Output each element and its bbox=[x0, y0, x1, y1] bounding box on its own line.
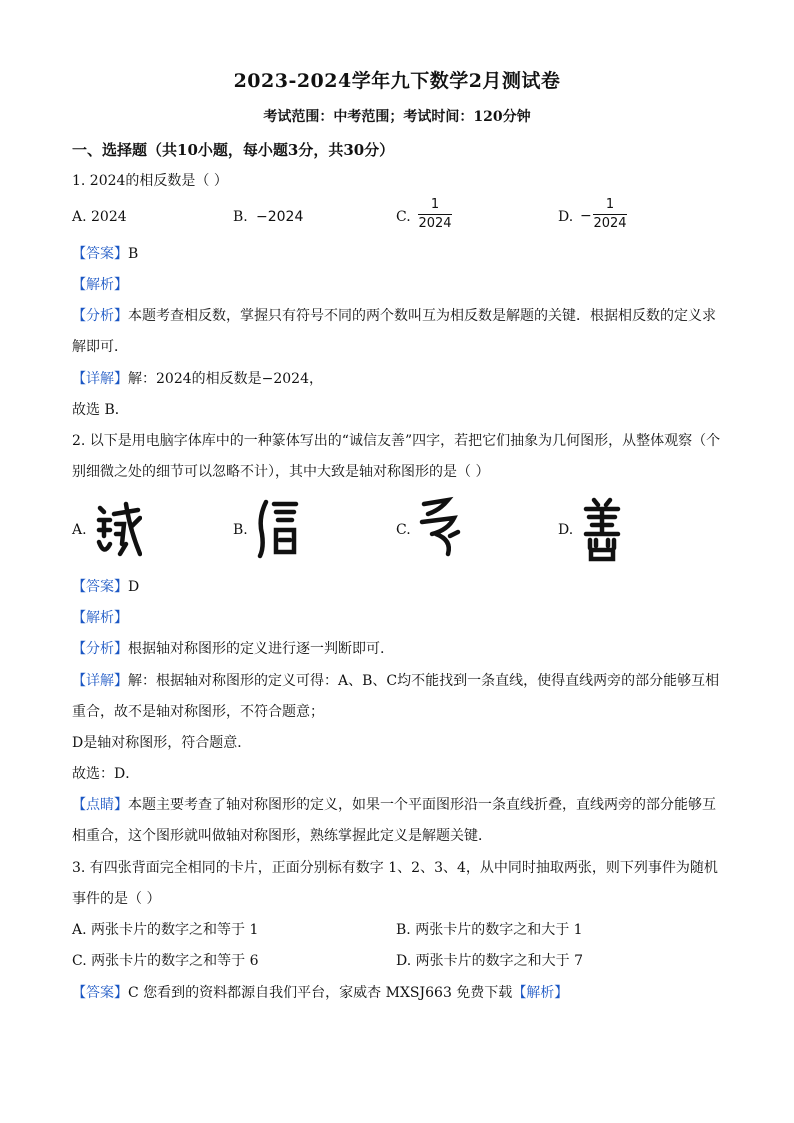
q2-dianjing-cont: 相重合，这个图形就叫做轴对称图形，熟练掌握此定义是解题关键． bbox=[72, 828, 492, 844]
fenxi-text: 本题考查相反数，掌握只有符号不同的两个数叫互为相反数是解题的关键．根据相反数的定义求 bbox=[128, 308, 716, 324]
fraction-bar bbox=[418, 214, 452, 215]
q2-xiangjie-cont1: 重合，故不是轴对称图形，不符合题意； bbox=[72, 704, 324, 720]
stroke bbox=[424, 500, 448, 514]
fenxi-tag: 【分析】 bbox=[72, 308, 128, 324]
q2-option-d-letter: D. bbox=[558, 522, 574, 538]
watermark-text: 您看到的资料都源自我们平台，家威杏 MXSJ663 免费下载 bbox=[143, 985, 513, 1001]
seal-shan-icon bbox=[582, 496, 622, 562]
q2-fenxi bbox=[72, 641, 384, 658]
stroke bbox=[99, 542, 110, 550]
stroke bbox=[450, 532, 458, 536]
q1-fenxi bbox=[72, 308, 716, 325]
q1-stem: 1. 2024的相反数是（ ） bbox=[72, 173, 228, 189]
q2-dianjing bbox=[72, 797, 716, 814]
stroke bbox=[99, 520, 110, 536]
q3-option-a: A. 两张卡片的数字之和等于 1 bbox=[72, 922, 259, 938]
fenxi-tag: 【分析】 bbox=[72, 641, 128, 657]
q3-option-c: C. 两张卡片的数字之和等于 6 bbox=[72, 953, 259, 969]
stroke bbox=[260, 502, 266, 556]
q3-option-d: D. 两张卡片的数字之和大于 7 bbox=[396, 953, 583, 969]
q1-fenxi-cont: 解即可． bbox=[72, 339, 128, 355]
xiangjie-text: 解：2024的相反数是−2024， bbox=[128, 371, 323, 387]
q1-xiangjie bbox=[72, 371, 323, 388]
q1-analysis-tag: 【解析】 bbox=[72, 277, 128, 293]
seal-xin-icon bbox=[256, 498, 302, 560]
q2-stem-line1: 2. 以下是用电脑字体库中的一种篆体写出的“诚信友善”四字，若把它们抽象为几何图形，从整体观察（个 bbox=[72, 433, 721, 449]
q1-option-d-minus: − bbox=[580, 208, 592, 224]
q1-option-c-letter: C. bbox=[396, 209, 411, 225]
exam-scope: 考试范围：中考范围；考试时间：120分钟 bbox=[263, 109, 531, 125]
q1-option-d-letter: D. bbox=[558, 209, 574, 225]
q2-option-a-letter: A. bbox=[72, 522, 87, 538]
q1-option-a: A. 2024 bbox=[72, 209, 127, 225]
xiangjie-text: 解：根据轴对称图形的定义可得：A、B、C均不能找到一条直线，使得直线两旁的部分能够互相 bbox=[128, 673, 720, 689]
xiangjie-tag: 【详解】 bbox=[72, 371, 128, 387]
stroke bbox=[100, 508, 104, 512]
fenxi-text: 根据轴对称图形的定义进行逐一判断即可. bbox=[128, 641, 385, 657]
seal-cheng-icon bbox=[96, 500, 142, 560]
dianjing-text: 本题主要考查了轴对称图形的定义，如果一个平面图形沿一条直线折叠，直线两旁的部分能够互 bbox=[128, 797, 716, 813]
dianjing-tag: 【点睛】 bbox=[72, 797, 128, 813]
q1-option-c-fraction bbox=[418, 197, 452, 232]
stroke bbox=[591, 550, 613, 559]
stroke bbox=[586, 509, 618, 532]
fraction-numerator: 1 bbox=[430, 197, 440, 212]
q2-conclusion: 故选：D． bbox=[72, 766, 140, 782]
analysis-tag: 【解析】 bbox=[512, 985, 569, 1001]
q2-xiangjie-cont2: D是轴对称图形，符合题意． bbox=[72, 735, 252, 751]
answer-value: B bbox=[128, 246, 139, 262]
fraction-bar bbox=[593, 214, 627, 215]
stroke bbox=[594, 500, 610, 505]
stroke bbox=[422, 518, 454, 534]
seal-you-icon bbox=[418, 496, 462, 560]
q1-option-d-fraction bbox=[593, 197, 627, 232]
q2-analysis-tag: 【解析】 bbox=[72, 610, 128, 626]
answer-tag: 【答案】 bbox=[72, 246, 128, 262]
q1-option-b-letter: B. bbox=[233, 209, 248, 225]
q2-xiangjie bbox=[72, 673, 719, 690]
q1-conclusion: 故选 B． bbox=[72, 402, 129, 418]
page-title: 2023-2024学年九下数学2月测试卷 bbox=[233, 70, 561, 92]
stroke bbox=[274, 504, 296, 520]
answer-value: C bbox=[128, 985, 139, 1001]
q2-option-b-letter: B. bbox=[233, 522, 248, 538]
q1-option-b-value: −2024 bbox=[256, 209, 304, 225]
fraction-denominator: 2024 bbox=[418, 216, 452, 231]
section-heading: 一、选择题（共10小题，每小题3分，共30分） bbox=[72, 141, 395, 159]
q2-answer bbox=[72, 579, 139, 596]
answer-value: D bbox=[128, 579, 140, 595]
q3-stem-line2: 事件的是（ ） bbox=[72, 891, 161, 907]
stroke bbox=[436, 534, 449, 554]
q2-stem-line2: 别细微之处的细节可以忽略不计），其中大致是轴对称图形的是（ ） bbox=[72, 464, 490, 480]
answer-tag: 【答案】 bbox=[72, 985, 128, 1001]
stroke bbox=[114, 504, 140, 554]
stroke bbox=[590, 540, 614, 548]
q2-option-c-letter: C. bbox=[396, 522, 411, 538]
q3-stem-line1: 3. 有四张背面完全相同的卡片，正面分别标有数字 1、2、3、4，从中同时抽取两张，则下列事件为随机 bbox=[72, 860, 718, 876]
q3-answer-line bbox=[72, 985, 568, 1002]
fraction-denominator: 2024 bbox=[593, 216, 627, 231]
xiangjie-tag: 【详解】 bbox=[72, 673, 128, 689]
answer-tag: 【答案】 bbox=[72, 579, 128, 595]
q1-answer bbox=[72, 246, 138, 263]
fraction-numerator: 1 bbox=[605, 197, 615, 212]
q3-option-b: B. 两张卡片的数字之和大于 1 bbox=[396, 922, 583, 938]
